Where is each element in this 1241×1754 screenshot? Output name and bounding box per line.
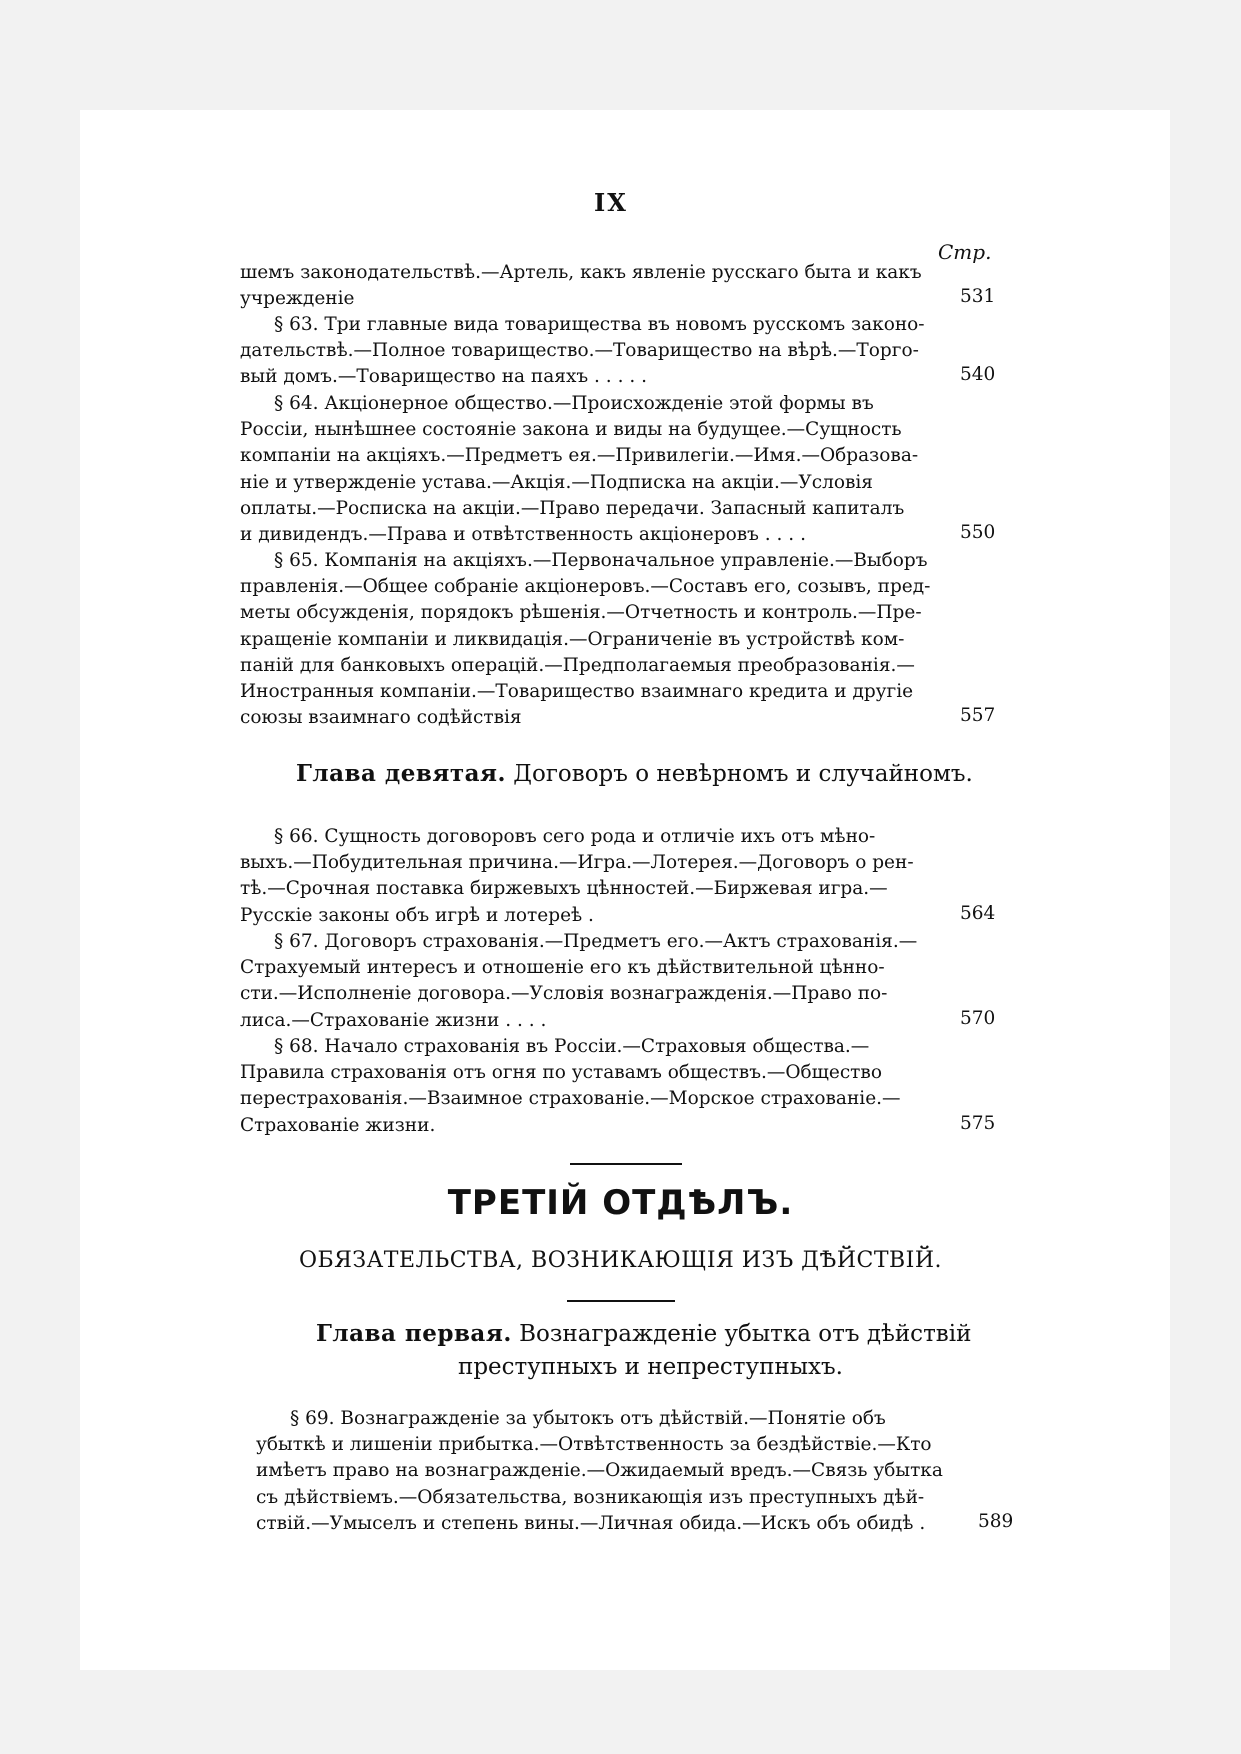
toc-line: § 63. Три главные вида товарищества въ новомъ русскомъ законо- [274, 314, 925, 335]
toc-line: компаніи на акціяхъ.—Предметъ ея.—Привилегіи.—Имя.—Образова- [240, 445, 919, 467]
toc-line: учрежденіе [240, 288, 355, 310]
toc-line: Иностранныя компаніи.—Товарищество взаимнаго кредита и другіе [240, 680, 914, 702]
chapter-label: Глава первая. [316, 1320, 512, 1347]
toc-line: ствій.—Умыселъ и степень вины.—Личная обида.—Искъ объ обидѣ . [256, 1512, 926, 1534]
toc-line: правленія.—Общее собраніе акціонеровъ.—Составъ его, созывъ, пред- [240, 576, 931, 598]
page-number: IX [594, 188, 628, 217]
toc-line: § 68. Начало страхованія въ Россіи.—Страховыя общества.— [274, 1036, 870, 1057]
toc-entry-64 [240, 391, 960, 548]
toc-entry-63 [240, 312, 960, 391]
toc-entry-66 [240, 824, 960, 929]
toc-entry-65 [240, 548, 960, 731]
toc-line: тѣ.—Срочная поставка биржевыхъ цѣнностей.—Биржевая игра.— [240, 878, 888, 900]
toc-page-number: 570 [960, 1008, 996, 1029]
toc-line: шемъ законодательствѣ.—Артель, какъ явленіе русскаго быта и какъ [240, 262, 922, 283]
section-subtitle: ОБЯЗАТЕЛЬСТВА, ВОЗНИКАЮЩІЯ ИЗЪ ДѢЙСТВІЙ. [298, 1248, 943, 1273]
toc-entry-69 [256, 1406, 976, 1537]
chapter-title: Договоръ о невѣрномъ и случайномъ. [513, 761, 973, 787]
toc-entry-67 [240, 929, 960, 1034]
toc-line: паній для банковыхъ операцій.—Предполагаемыя преобразованія.— [240, 654, 915, 676]
chapter-title: Вознагражденіе убытка отъ дѣйствій [519, 1321, 972, 1347]
toc-line: § 64. Акціонерное общество.—Происхожденіе этой формы въ [274, 393, 874, 414]
toc-line: лиса.—Страхованіе жизни . . . . [240, 1009, 547, 1031]
toc-page-number: 540 [960, 364, 996, 385]
toc-line: имѣетъ право на вознагражденіе.—Ожидаемый вредъ.—Связь убытка [256, 1460, 943, 1482]
toc-line: Россіи, нынѣшнее состояніе закона и виды на будущее.—Сущность [240, 419, 902, 441]
toc-line: кращеніе компаніи и ликвидація.—Ограниченіе въ устройствѣ ком- [240, 628, 905, 650]
toc-line: § 65. Компанія на акціяхъ.—Первоначальное управленіе.—Выборъ [274, 550, 928, 571]
toc-entry-62-cont [240, 260, 960, 312]
toc-line: ніе и утвержденіе устава.—Акція.—Подписка на акціи.—Условія [240, 471, 873, 493]
toc-line: перестрахованія.—Взаимное страхованіе.—Морское страхованіе.— [240, 1088, 901, 1110]
pages-column-label: Стр. [938, 240, 992, 264]
toc-line: меты обсужденія, порядокъ рѣшенія.—Отчетность и контроль.—Пре- [240, 602, 922, 624]
section-divider [570, 1163, 682, 1165]
toc-page-number: 557 [960, 705, 996, 726]
toc-line: Страхованіе жизни. [240, 1114, 436, 1136]
toc-line: вый домъ.—Товарищество на паяхъ . . . . . [240, 366, 647, 388]
toc-line: § 67. Договоръ страхованія.—Предметъ его.—Актъ страхованія.— [274, 931, 918, 952]
toc-page-number: 564 [960, 903, 996, 924]
chapter-nine-heading [296, 760, 973, 787]
toc-line: § 66. Сущность договоровъ сего рода и отличіе ихъ отъ мѣно- [274, 826, 876, 847]
toc-page-number: 550 [960, 522, 996, 543]
toc-line: убыткѣ и лишеніи прибытка.—Отвѣтственность за бездѣйствіе.—Кто [256, 1434, 932, 1456]
toc-line: выхъ.—Побудительная причина.—Игра.—Лотерея.—Договоръ о рен- [240, 852, 914, 874]
toc-page-number: 589 [978, 1511, 1014, 1532]
chapter-label: Глава девятая. [296, 760, 506, 787]
chapter-one-heading [316, 1320, 971, 1347]
toc-line: союзы взаимнаго содѣйствія [240, 707, 522, 729]
toc-line: и дивидендъ.—Права и отвѣтственность акціонеровъ . . . . [240, 523, 806, 545]
toc-line: сти.—Исполненіе договора.—Условія вознагражденія.—Право по- [240, 983, 888, 1005]
toc-line: Русскіе законы объ игрѣ и лотереѣ . [240, 904, 594, 926]
toc-entry-68 [240, 1034, 960, 1139]
section-title: ТРЕТІЙ ОТДѢЛЪ. [447, 1183, 794, 1223]
toc-page-number: 531 [960, 286, 996, 307]
toc-line: Правила страхованія отъ огня по уставамъ обществъ.—Общество [240, 1062, 882, 1084]
toc-line: дательствѣ.—Полное товарищество.—Товарищество на вѣрѣ.—Торго- [240, 340, 919, 362]
toc-line: § 69. Вознагражденіе за убытокъ отъ дѣйствій.—Понятіе объ [290, 1408, 886, 1429]
toc-line: съ дѣйствіемъ.—Обязательства, возникающія изъ преступныхъ дѣй- [256, 1486, 925, 1508]
toc-line: Страхуемый интересъ и отношеніе его къ дѣйствительной цѣнно- [240, 957, 885, 979]
toc-line: оплаты.—Росписка на акціи.—Право передачи. Запасный капиталъ [240, 497, 905, 519]
chapter-title-cont: преступныхъ и непреступныхъ. [458, 1354, 843, 1380]
section-divider [567, 1300, 675, 1302]
toc-page-number: 575 [960, 1113, 996, 1134]
